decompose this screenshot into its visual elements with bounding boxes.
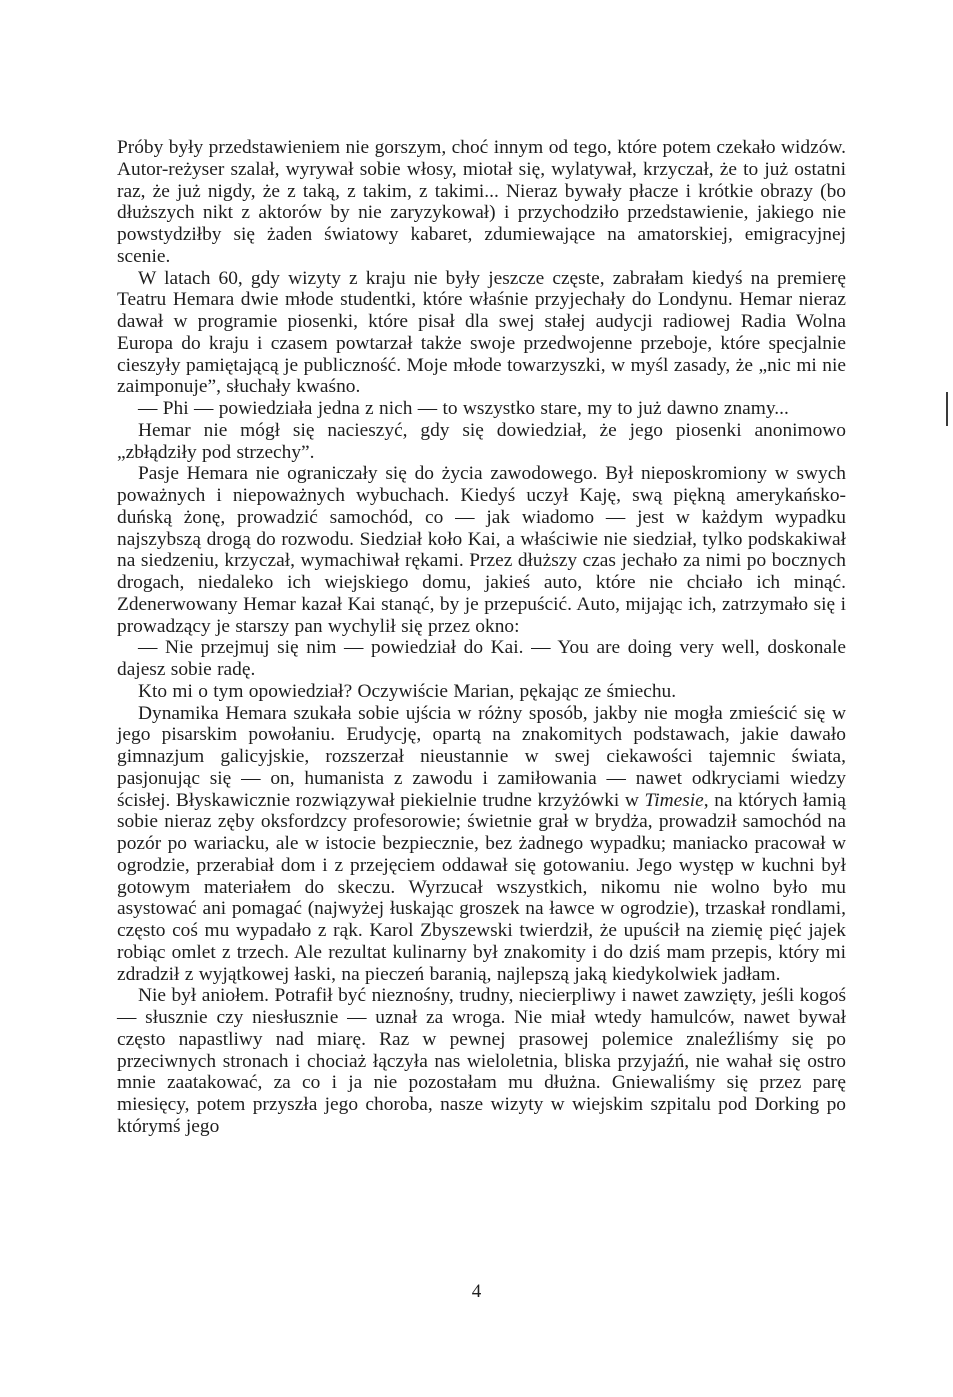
page-number: 4 — [471, 1281, 482, 1302]
paragraph-3-dialogue: — Phi — powiedziała jedna z nich — to wszystko stare, my to już dawno znamy... — [138, 398, 789, 419]
paragraph-1: Próby były przedstawieniem nie gorszym, choć innym od tego, które potem czekało widzów. Autor-reżyser szalał, wyrywał sobie włosy, miotał się, wylatywał, krzyczał, że to już ostatni raz, że już nigdy, że z taką, z takim, z takimi... Nieraz bywały płacze i krótkie obrazy (bo dłuższych nikt z aktorów by nie zaryzykował) i przychodziło przedstawienie, jakiego nie powstydziłby się żaden światowy kabaret, zdumiewające na amatorskiej, emigracyjnej scenie. — [117, 137, 846, 267]
paragraph-7: Kto mi o tym opowiedział? Oczywiście Marian, pękając ze śmiechu. — [138, 680, 677, 702]
document-body — [117, 137, 846, 1138]
paragraph-2: W latach 60, gdy wizyty z kraju nie były jeszcze częste, zabrałam kiedyś na premierę Teatru Hemara dwie młode studentki, które właśnie przyjechały do Londynu. Hemar nieraz dawał w programie piosenki, które pisał dla swej stałej audycji radiowej Radia Wolna Europa do kraju i czasem powtarzał także swoje przedwojenne przeboje, które specjalnie cieszyły pamiętającą je publiczność. Moje młode towarzyszki, w myśl zasady, że „nic mi nie zaimponuje”, słuchały kwaśno. — [117, 267, 846, 398]
paragraph-4: Hemar nie mógł się nacieszyć, gdy się dowiedział, że jego piosenki anonimowo „zbłądziły pod strzechy”. — [117, 419, 846, 463]
paragraph-6-dialogue: — Nie przejmuj się nim — powiedział do Kai. — You are doing very well, doskonale dajesz sobie radę. — [117, 637, 846, 680]
italic-title-timesie: Timesie — [644, 789, 704, 811]
paragraph-8: Dynamika Hemara szukała sobie ujścia w różny sposób, jakby nie mogła zmieścić się w jego pisarskim powołaniu. Erudycję, opartą na znakomitych podstawach, jakie dawało gimnazjum galicyjskie, rozszerzał nieustannie w swej ciekawości tajemnic świata, pasjonując się — on, humanista z zawodu i zamiłowania — nawet odkryciami wiedzy ścisłej. Błyskawicznie rozwiązywał piekielnie trudne krzyżówki w Timesie, na których łamią sobie nieraz zęby oksfordzcy profesorowie; świetnie grał w brydża, prowadził samochód na pozór po wariacku, ale w istocie bezpiecznie, bez żadnego wypadku; maniacko pracował w ogrodzie, przerabiał dom i z przejęciem oddawał się gotowaniu. Jego występ w kuchni był gotowym materiałem do skeczu. Wyrzucał wszystkich, nikomu nie wolno było mu asystować ani pomagać (najwyżej łuskając groszek na ławce w ogrodzie), trzaskał rondlami, często coś mu wypadało z rąk. Karol Zbyszewski twierdził, że upuścił na ziemię pięć jajek robiąc omlet z trzech. Ale rezultat kulinarny był znakomity i do dziś mam przepis, który mi zdradził z wyjątkowej łaski, na pieczeń baranią, najlepszą jaką kiedykolwiek jadłam. — [117, 702, 846, 985]
paragraph-9: Nie był aniołem. Potrafił być nieznośny, trudny, niecierpliwy i nawet zawzięty, jeśli kogoś — słusznie czy niesłusznie — uznał za wroga. Nie miał wtedy hamulców, nawet bywał często napastliwy nad miarę. Raz w pewnej prasowej polemice znaleźliśmy się po przeciwnych stronach i chociaż łączyła nas wieloletnia, bliska przyjaźń, nie wahał się ostro mnie zaatakować, za co i ja nie pozostałam mu dłużna. Gniewaliśmy się przez parę miesięcy, potem przyszła jego choroba, nasze wizyty w wiejskim szpitalu pod Dorking po którymś jego — [117, 985, 846, 1137]
scan-edge-mark — [946, 392, 948, 426]
paragraph-5: Pasje Hemara nie ograniczały się do życia zawodowego. Był nieposkromiony w swych poważnych i niepoważnych wybuchach. Kiedyś uczył Kaję, swą piękną amerykańsko-duńską żonę, prowadzić samochód, co — jak wiadomo — jest w każdym wypadku najszybszą drogą do rozwodu. Siedział koło Kai, a właściwie nie siedział, tylko podskakiwał na siedzeniu, krzyczał, wymachiwał rękami. Przez dłuższy czas jechało za nimi po bocznych drogach, niedaleko ich wiejskiego domu, jakieś auto, które nie chciało ich minąć. Zdenerwowany Hemar kazał Kai stanąć, by je przepuścić. Auto, mijając ich, zatrzymało się i prowadzący je starszy pan wychylił się przez okno: — [117, 463, 846, 637]
